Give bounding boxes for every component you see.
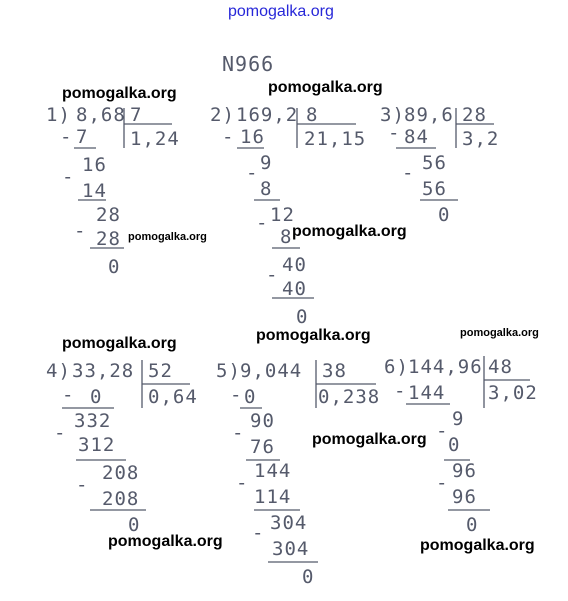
step-value: 56 [422, 178, 447, 200]
watermark: pomogalka.org [312, 431, 427, 448]
step-value: 0 [244, 386, 257, 408]
minus-sign: - [256, 212, 269, 234]
step-value: 8 [260, 178, 273, 200]
quotient: 3,2 [462, 128, 500, 150]
minus-sign: - [62, 384, 75, 406]
divisor: 52 [148, 360, 173, 382]
divisor: 38 [322, 360, 347, 382]
minus-sign: - [232, 422, 245, 444]
watermark: pomogalka.org [108, 533, 223, 550]
dividend: 8,68 [76, 104, 126, 126]
step-value: 114 [254, 486, 292, 508]
step-value: 0 [448, 434, 461, 456]
watermark: pomogalka.org [292, 223, 407, 240]
divisor: 28 [462, 104, 487, 126]
step-value: 9 [260, 152, 273, 174]
quotient: 0,238 [318, 386, 381, 408]
minus-sign: - [60, 126, 73, 148]
minus-sign: - [74, 220, 87, 242]
dividend: 9,044 [240, 360, 303, 382]
watermark: pomogalka.org [256, 327, 371, 344]
problem-label: 4) [46, 360, 71, 382]
minus-sign: - [236, 472, 249, 494]
remainder: 0 [128, 514, 141, 536]
dividend: 89,6 [404, 104, 454, 126]
step-value: 84 [404, 126, 429, 148]
step-value: 96 [452, 486, 477, 508]
remainder: 0 [108, 256, 121, 278]
minus-sign: - [436, 472, 449, 494]
step-value: 144 [254, 460, 292, 482]
step-value: 208 [102, 462, 140, 484]
step-value: 0 [90, 386, 103, 408]
step-value: 16 [82, 154, 107, 176]
remainder: 0 [438, 204, 451, 226]
step-value: 7 [76, 126, 89, 148]
watermark: pomogalka.org [62, 85, 177, 102]
problem-label: 3) [380, 104, 405, 126]
minus-sign: - [62, 166, 75, 188]
step-value: 12 [270, 204, 295, 226]
remainder: 0 [466, 514, 479, 536]
minus-sign: - [436, 420, 449, 442]
step-value: 40 [282, 254, 307, 276]
step-value: 90 [250, 410, 275, 432]
step-value: 96 [452, 460, 477, 482]
dividend: 169,2 [236, 104, 299, 126]
quotient: 21,15 [304, 128, 367, 150]
step-value: 56 [422, 152, 447, 174]
step-value: 8 [280, 226, 293, 248]
step-value: 76 [250, 436, 275, 458]
minus-sign: - [54, 422, 67, 444]
minus-sign: - [394, 380, 407, 402]
remainder: 0 [296, 306, 309, 328]
step-value: 9 [452, 408, 465, 430]
step-value: 304 [272, 538, 310, 560]
step-value: 28 [96, 228, 121, 250]
problem-label: 6) [384, 356, 409, 378]
minus-sign: - [266, 264, 279, 286]
exercise-number: N966 [222, 52, 275, 76]
problem-label: 5) [216, 360, 241, 382]
dividend: 33,28 [72, 360, 135, 382]
problem-label: 2) [210, 104, 235, 126]
remainder: 0 [302, 566, 315, 588]
divisor: 48 [488, 356, 513, 378]
quotient: 0,64 [148, 386, 198, 408]
minus-sign: - [76, 474, 89, 496]
watermark: pomogalka.org [268, 79, 383, 96]
step-value: 14 [82, 180, 107, 202]
minus-sign: - [388, 122, 401, 144]
quotient: 3,02 [488, 382, 538, 404]
minus-sign: - [230, 384, 243, 406]
watermark: pomogalka.org [420, 537, 535, 554]
watermark-top: pomogalka.org [228, 3, 334, 20]
divisor: 8 [306, 104, 319, 126]
minus-sign: - [222, 126, 235, 148]
step-value: 28 [96, 204, 121, 226]
minus-sign: - [252, 522, 265, 544]
watermark: pomogalka.org [460, 327, 539, 339]
problem-label: 1) [46, 104, 71, 126]
step-value: 144 [408, 382, 446, 404]
step-value: 332 [74, 410, 112, 432]
minus-sign: - [402, 162, 415, 184]
divisor: 7 [130, 104, 143, 126]
minus-sign: - [246, 162, 259, 184]
step-value: 208 [102, 488, 140, 510]
quotient: 1,24 [130, 128, 180, 150]
step-value: 16 [240, 126, 265, 148]
watermark: pomogalka.org [62, 335, 177, 352]
step-value: 40 [282, 278, 307, 300]
watermark: pomogalka.org [128, 231, 207, 243]
step-value: 312 [78, 434, 116, 456]
dividend: 144,96 [408, 356, 483, 378]
step-value: 304 [270, 512, 308, 534]
